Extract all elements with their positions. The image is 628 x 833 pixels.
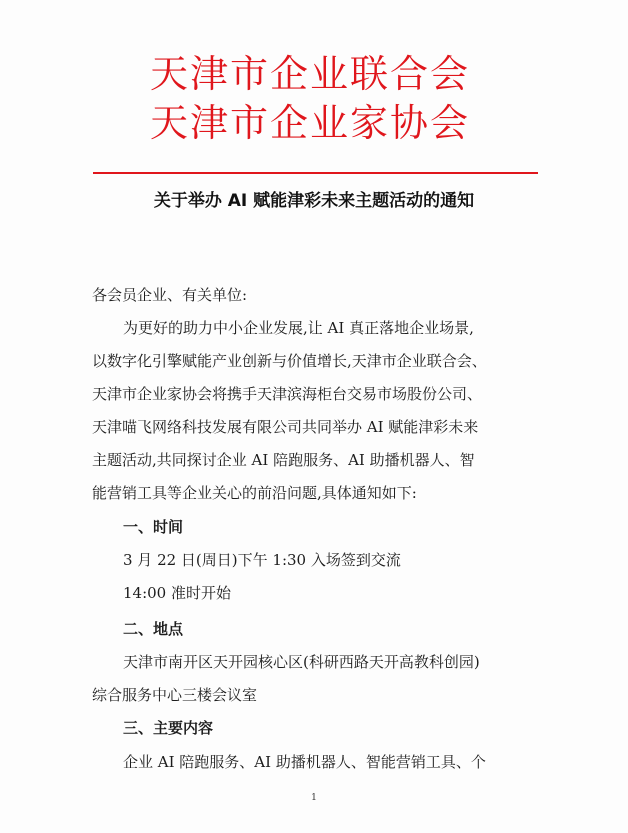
section-heading-location: 二、地点: [123, 620, 184, 638]
header-org-1: 天津市企业联合会: [150, 52, 471, 96]
intro-line-2: 以数字化引擎赋能产业创新与价值增长,天津市企业联合会、: [92, 352, 487, 370]
section-heading-content: 三、主要内容: [123, 719, 214, 737]
section-heading-time: 一、时间: [123, 518, 184, 536]
location-line-1: 天津市南开区天开园核心区(科研西路天开高教科创园): [123, 653, 480, 671]
intro-line-1: 为更好的助力中小企业发展,让 AI 真正落地企业场景,: [123, 319, 474, 337]
time-line-2: 14:00 准时开始: [123, 584, 231, 602]
document-title: 关于举办 AI 赋能津彩未来主题活动的通知: [153, 191, 475, 211]
intro-line-6: 能营销工具等企业关心的前沿问题,具体通知如下:: [92, 484, 417, 502]
content-line-1: 企业 AI 陪跑服务、AI 助播机器人、智能营销工具、个: [123, 753, 486, 771]
salutation: 各会员企业、有关单位:: [92, 286, 248, 304]
intro-line-3: 天津市企业家协会将携手天津滨海柜台交易市场股份公司、: [92, 385, 483, 403]
red-divider: [93, 172, 538, 174]
location-line-2: 综合服务中心三楼会议室: [92, 686, 258, 704]
intro-line-5: 主题活动,共同探讨企业 AI 陪跑服务、AI 助播机器人、智: [92, 451, 475, 469]
intro-line-4: 天津喵飞网络科技发展有限公司共同举办 AI 赋能津彩未来: [92, 418, 479, 436]
time-line-1: 3 月 22 日(周日)下午 1:30 入场签到交流: [123, 551, 401, 569]
page-number: 1: [311, 793, 317, 803]
header-org-2: 天津市企业家协会: [150, 101, 471, 145]
